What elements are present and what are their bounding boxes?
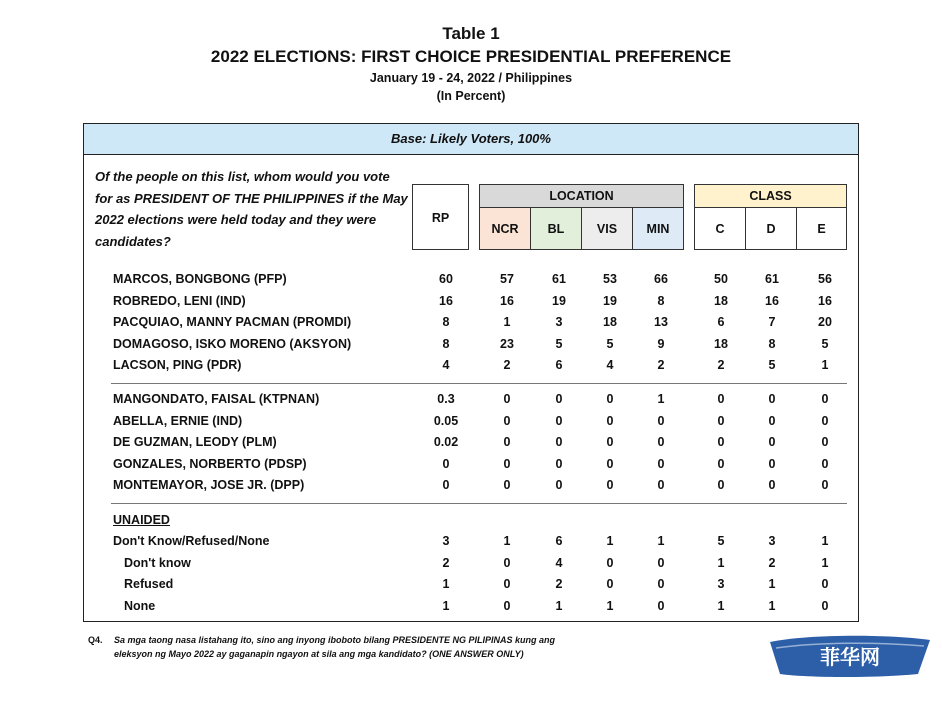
- cell-min: 0: [657, 413, 665, 428]
- row-label: PACQUIAO, MANNY PACMAN (PROMDI): [113, 315, 352, 330]
- cell-vis: 0: [606, 456, 614, 471]
- cell-min: 0: [657, 577, 665, 592]
- cell-bl: 61: [552, 272, 566, 286]
- cell-vis: 1: [606, 534, 614, 548]
- row-label: MONTEMAYOR, JOSE JR. (DPP): [113, 478, 305, 493]
- table-row: [0, 337, 942, 357]
- cell-d: 1: [768, 577, 776, 592]
- cell-rp: 8: [442, 336, 450, 351]
- cell-d: 3: [768, 534, 776, 548]
- cell-min: 0: [657, 598, 665, 613]
- cell-bl: 5: [555, 336, 563, 351]
- cell-bl: 2: [555, 577, 563, 592]
- cell-c: 1: [717, 598, 725, 613]
- cell-bl: 6: [555, 534, 563, 548]
- cell-bl: 0: [555, 456, 563, 471]
- row-label: DOMAGOSO, ISKO MORENO (AKSYON): [113, 336, 352, 351]
- cell-rp: 1: [442, 577, 450, 592]
- table-row: [0, 272, 942, 292]
- cell-e: 0: [821, 577, 829, 592]
- cell-vis: 0: [606, 478, 614, 493]
- cell-d: 0: [768, 413, 776, 428]
- separator-1: [111, 383, 847, 384]
- table-row: [0, 414, 942, 434]
- col-min: MIN: [632, 207, 684, 250]
- cell-ncr: 0: [503, 456, 511, 471]
- cell-ncr: 0: [503, 478, 511, 493]
- cell-ncr: 1: [503, 315, 511, 330]
- cell-rp: 0.02: [433, 435, 459, 450]
- table-row: [0, 315, 942, 335]
- cell-min: 0: [657, 435, 665, 450]
- row-label: MARCOS, BONGBONG (PFP): [113, 272, 287, 286]
- cell-ncr: 57: [500, 272, 514, 286]
- watermark-logo-icon: [768, 634, 932, 678]
- cell-vis: 18: [603, 315, 617, 330]
- cell-e: 1: [821, 555, 829, 570]
- table-row: [0, 457, 942, 477]
- cell-d: 0: [768, 392, 776, 406]
- cell-d: 61: [765, 272, 779, 286]
- cell-e: 1: [821, 534, 829, 548]
- cell-min: 1: [657, 534, 665, 548]
- cell-vis: 1: [606, 598, 614, 613]
- cell-ncr: 23: [500, 336, 514, 351]
- cell-rp: 3: [442, 534, 450, 548]
- cell-c: 0: [717, 392, 725, 406]
- watermark-text: 菲华网: [820, 645, 880, 669]
- table-row: [0, 294, 942, 314]
- footnote-qno: Q4.: [88, 635, 103, 645]
- cell-min: 0: [657, 456, 665, 471]
- row-label: LACSON, PING (PDR): [113, 358, 242, 373]
- cell-rp: 60: [439, 272, 453, 286]
- cell-bl: 19: [552, 293, 566, 308]
- cell-d: 2: [768, 555, 776, 570]
- cell-ncr: 0: [503, 598, 511, 613]
- cell-bl: 0: [555, 413, 563, 428]
- cell-e: 20: [818, 315, 832, 330]
- cell-ncr: 16: [500, 293, 514, 308]
- table-row: [0, 577, 942, 597]
- cell-e: 56: [818, 272, 832, 286]
- col-vis: VIS: [581, 207, 633, 250]
- cell-e: 5: [821, 336, 829, 351]
- cell-min: 0: [657, 555, 665, 570]
- cell-c: 1: [717, 555, 725, 570]
- row-label: ABELLA, ERNIE (IND): [113, 413, 243, 428]
- cell-c: 6: [717, 315, 725, 330]
- cell-ncr: 0: [503, 555, 511, 570]
- table-row: [0, 358, 942, 378]
- unaided-label: UNAIDED: [113, 513, 170, 527]
- cell-bl: 0: [555, 392, 563, 406]
- col-c: C: [694, 207, 746, 250]
- cell-e: 0: [821, 435, 829, 450]
- cell-bl: 0: [555, 478, 563, 493]
- col-e: E: [796, 207, 847, 250]
- cell-e: 0: [821, 413, 829, 428]
- cell-vis: 0: [606, 392, 614, 406]
- cell-bl: 1: [555, 598, 563, 613]
- cell-d: 8: [768, 336, 776, 351]
- cell-rp: 4: [442, 358, 450, 373]
- cell-bl: 4: [555, 555, 563, 570]
- cell-vis: 5: [606, 336, 614, 351]
- cell-ncr: 0: [503, 413, 511, 428]
- col-d: D: [745, 207, 797, 250]
- cell-vis: 4: [606, 358, 614, 373]
- cell-c: 18: [714, 293, 728, 308]
- cell-bl: 6: [555, 358, 563, 373]
- cell-e: 16: [818, 293, 832, 308]
- col-bl: BL: [530, 207, 582, 250]
- cell-min: 8: [657, 293, 665, 308]
- cell-rp: 16: [439, 293, 453, 308]
- table-row: [0, 534, 942, 554]
- cell-d: 1: [768, 598, 776, 613]
- cell-c: 0: [717, 456, 725, 471]
- row-label: GONZALES, NORBERTO (PDSP): [113, 456, 307, 471]
- row-label: Refused: [124, 577, 174, 592]
- separator-2: [111, 503, 847, 504]
- cell-c: 3: [717, 577, 725, 592]
- row-label: Don't know: [124, 555, 191, 570]
- cell-e: 0: [821, 478, 829, 493]
- table-row: [0, 599, 942, 619]
- cell-vis: 53: [603, 272, 617, 286]
- cell-d: 0: [768, 478, 776, 493]
- cell-d: 5: [768, 358, 776, 373]
- cell-d: 0: [768, 435, 776, 450]
- row-label: Don't Know/Refused/None: [113, 534, 270, 548]
- cell-rp: 0: [442, 478, 450, 493]
- cell-c: 18: [714, 336, 728, 351]
- cell-bl: 3: [555, 315, 563, 330]
- cell-c: 0: [717, 435, 725, 450]
- row-label: ROBREDO, LENI (IND): [113, 293, 246, 308]
- cell-rp: 1: [442, 598, 450, 613]
- col-ncr: NCR: [479, 207, 531, 250]
- row-label: None: [124, 598, 156, 613]
- cell-vis: 0: [606, 413, 614, 428]
- table-row: [0, 435, 942, 455]
- table-row: [0, 478, 942, 498]
- row-label: DE GUZMAN, LEODY (PLM): [113, 435, 277, 450]
- cell-bl: 0: [555, 435, 563, 450]
- cell-rp: 0.3: [437, 392, 455, 406]
- cell-min: 9: [657, 336, 665, 351]
- table-row: [0, 392, 942, 412]
- cell-min: 13: [654, 315, 668, 330]
- cell-c: 2: [717, 358, 725, 373]
- location-header: LOCATION: [479, 184, 684, 208]
- cell-vis: 0: [606, 577, 614, 592]
- cell-min: 0: [657, 478, 665, 493]
- cell-ncr: 0: [503, 392, 511, 406]
- table-row: [0, 556, 942, 576]
- cell-min: 2: [657, 358, 665, 373]
- table-title: 2022 ELECTIONS: FIRST CHOICE PRESIDENTIAL PREFERENCE: [210, 47, 732, 66]
- cell-vis: 19: [603, 293, 617, 308]
- survey-question: Of the people on this list, whom would you vote for as PRESIDENT OF THE PHILIPPINES if the May 2022 elections were held today and they were candidates?: [95, 169, 408, 249]
- cell-rp: 8: [442, 315, 450, 330]
- cell-ncr: 1: [503, 534, 511, 548]
- footnote-text: Sa mga taong nasa listahang ito, sino ang inyong iboboto bilang PRESIDENTE NG PILIPINAS kung ang eleksyon ng Mayo 2022 ay gaganapin ngayon at sila ang mga kandidato? (ONE ANSWER ONLY): [114, 635, 556, 659]
- cell-ncr: 0: [503, 577, 511, 592]
- class-header: CLASS: [694, 184, 847, 208]
- cell-e: 0: [821, 598, 829, 613]
- cell-e: 1: [821, 358, 829, 373]
- cell-rp: 2: [442, 555, 450, 570]
- cell-vis: 0: [606, 435, 614, 450]
- table-number: Table 1: [442, 24, 500, 43]
- cell-c: 5: [717, 534, 725, 548]
- cell-rp: 0: [442, 456, 450, 471]
- row-label: MANGONDATO, FAISAL (KTPNAN): [113, 392, 320, 406]
- date-place: January 19 - 24, 2022 / Philippines: [369, 71, 573, 85]
- cell-d: 0: [768, 456, 776, 471]
- cell-min: 66: [654, 272, 668, 286]
- cell-d: 7: [768, 315, 776, 330]
- cell-rp: 0.05: [433, 413, 459, 428]
- rp-header: RP: [412, 184, 469, 250]
- cell-ncr: 2: [503, 358, 511, 373]
- cell-c: 0: [717, 478, 725, 493]
- cell-d: 16: [765, 293, 779, 308]
- cell-e: 0: [821, 456, 829, 471]
- cell-ncr: 0: [503, 435, 511, 450]
- cell-vis: 0: [606, 555, 614, 570]
- cell-min: 1: [657, 392, 665, 406]
- base-bar: Base: Likely Voters, 100%: [83, 123, 859, 155]
- cell-e: 0: [821, 392, 829, 406]
- unit-label: (In Percent): [436, 89, 506, 103]
- cell-c: 0: [717, 413, 725, 428]
- cell-c: 50: [714, 272, 728, 286]
